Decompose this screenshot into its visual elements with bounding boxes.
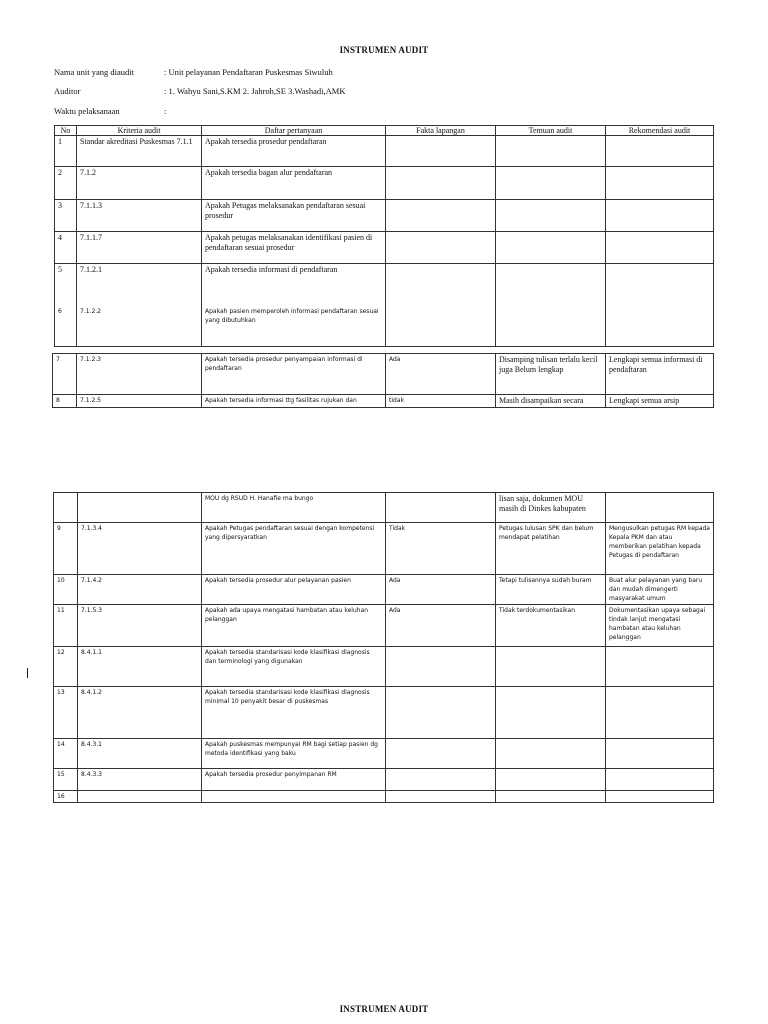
cell-temuan xyxy=(496,167,606,200)
cell-temuan: Tetapi tulisannya sudah buram xyxy=(496,575,606,605)
cell-pertanyaan: Apakah Petugas melaksanakan pendaftaran sesuai prosedur xyxy=(202,200,386,232)
table-row xyxy=(55,136,714,167)
cell-rekomendasi xyxy=(606,232,714,264)
cell-temuan xyxy=(496,791,606,803)
cell-temuan xyxy=(496,687,606,739)
cell-no: 2 xyxy=(55,167,77,200)
meta-value: : 1. Wahyu Sani,S.KM 2. Jahroh,SE 3.Washadi,AMK xyxy=(164,86,346,96)
meta-label: Auditor xyxy=(54,86,81,96)
cell-no: 15 xyxy=(54,769,78,791)
table-row xyxy=(54,605,714,647)
cell-no xyxy=(54,493,78,523)
cell-kriteria: 8.4.1.1 xyxy=(78,647,202,687)
header-pertanyaan: Daftar pertanyaan xyxy=(202,126,386,136)
page-title: INSTRUMEN AUDIT xyxy=(339,45,429,55)
cell-no-6: 6 xyxy=(58,308,62,315)
cell-temuan xyxy=(496,264,606,347)
table-row xyxy=(55,200,714,232)
cell-temuan xyxy=(496,232,606,264)
header-no: No xyxy=(55,126,77,136)
cell-rekomendasi: Dokumentasikan upaya sebagai tindak lanjut mengatasi hambatan atau keluhan pelanggan xyxy=(606,605,714,647)
cell-pertanyaan: Apakah tersedia informasi ttg fasilitas rujukan dan xyxy=(202,395,386,408)
meta-value: : xyxy=(164,106,167,116)
meta-value: : Unit pelayanan Pendaftaran Puskesmas Siwuluh xyxy=(164,67,333,77)
table-row xyxy=(54,523,714,575)
cell-rekomendasi: Mengusulkan petugas RM kepada Kepala PKM dan atau memberikan pelatihan kepada Petugas di pendaftaran xyxy=(606,523,714,575)
cell-pertanyaan: Apakah tersedia prosedur alur pelayanan pasien xyxy=(202,575,386,605)
cell-temuan: Disamping tulisan terlalu kecil juga Belum lengkap xyxy=(496,354,606,395)
cell-rekomendasi xyxy=(606,200,714,232)
cell-pertanyaan-5: Apakah tersedia informasi di pendaftaran xyxy=(205,265,338,274)
cell-rekomendasi xyxy=(606,136,714,167)
audit-table-3 xyxy=(53,492,714,803)
cell-fakta xyxy=(386,264,496,347)
cell-no: 9 xyxy=(54,523,78,575)
cell-pertanyaan: Apakah tersedia prosedur penyimpanan RM xyxy=(202,769,386,791)
cell-pertanyaan: Apakah puskesmas mempunyai RM bagi setiap pasien dg metoda identifikasi yang baku xyxy=(202,739,386,769)
cell-kriteria: 7.1.1.3 xyxy=(77,200,202,232)
cell-temuan xyxy=(496,200,606,232)
cell-kriteria: 8.4.3.1 xyxy=(78,739,202,769)
table-row xyxy=(53,354,714,395)
cell-rekomendasi: Buat alur pelayanan yang baru dan mudah dimengerti masyarakat umum xyxy=(606,575,714,605)
cell-kriteria: 7.1.1.7 xyxy=(77,232,202,264)
cell-pertanyaan xyxy=(202,791,386,803)
text-cursor xyxy=(27,668,28,678)
cell-kriteria: 7.1.2 xyxy=(77,167,202,200)
cell-rekomendasi xyxy=(606,739,714,769)
cell-no: 8 xyxy=(53,395,77,408)
cell-pertanyaan: Apakah Petugas pendaftaran sesuai dengan kompetensi yang dipersyaratkan xyxy=(202,523,386,575)
cell-fakta xyxy=(386,769,496,791)
cell-temuan: Masih disampaikan secara xyxy=(496,395,606,408)
cell-kriteria: 7.1.4.2 xyxy=(78,575,202,605)
cell-rekomendasi xyxy=(606,769,714,791)
cell-temuan xyxy=(496,769,606,791)
cell-pertanyaan: MOU dg RSUD H. Hanafie ma bungo xyxy=(202,493,386,523)
cell-kriteria: 8.4.3.3 xyxy=(78,769,202,791)
cell-temuan xyxy=(496,739,606,769)
cell-pertanyaan: Apakah tersedia standarisasi kode klasifikasi diagnosis dan terminologi yang digunakan xyxy=(202,647,386,687)
table-row xyxy=(54,739,714,769)
cell-no: 12 xyxy=(54,647,78,687)
cell-rekomendasi: Lengkapi semua informasi di pendaftaran xyxy=(606,354,714,395)
cell-rekomendasi: Lengkapi semua arsip xyxy=(606,395,714,408)
cell-fakta xyxy=(386,232,496,264)
cell-fakta xyxy=(386,167,496,200)
table-row xyxy=(54,493,714,523)
cell-kriteria-5: 7.1.2.1 xyxy=(80,265,102,274)
table-row xyxy=(54,769,714,791)
cell-no: 7 xyxy=(53,354,77,395)
cell-kriteria: 8.4.1.2 xyxy=(78,687,202,739)
header-fakta: Fakta lapangan xyxy=(386,126,496,136)
cell-fakta xyxy=(386,493,496,523)
cell-fakta xyxy=(386,791,496,803)
header-temuan: Temuan audit xyxy=(496,126,606,136)
table-row xyxy=(54,647,714,687)
cell-fakta xyxy=(386,200,496,232)
table-row xyxy=(55,167,714,200)
cell-kriteria-6: 7.1.2.2 xyxy=(80,308,101,315)
cell-kriteria xyxy=(78,493,202,523)
cell-pertanyaan: Apakah petugas melaksanakan identifikasi pasien di pendaftaran sesuai prosedur xyxy=(202,232,386,264)
audit-table-2 xyxy=(52,353,714,408)
cell-pertanyaan: Apakah tersedia prosedur pendaftaran xyxy=(202,136,386,167)
cell-pertanyaan: Apakah ada upaya mengatasi hambatan atau keluhan pelanggan xyxy=(202,605,386,647)
cell-kriteria: 7.1.5.3 xyxy=(78,605,202,647)
cell-pertanyaan: Apakah tersedia prosedur penyampaian informasi di pendaftaran xyxy=(202,354,386,395)
cell-fakta xyxy=(386,687,496,739)
cell-kriteria: Standar akreditasi Puskesmas 7.1.1 xyxy=(77,136,202,167)
table-row xyxy=(53,395,714,408)
cell-fakta: Ada xyxy=(386,354,496,395)
cell-temuan xyxy=(496,136,606,167)
cell-no: 10 xyxy=(54,575,78,605)
cell-no: 11 xyxy=(54,605,78,647)
meta-label: Waktu pelaksanaan xyxy=(54,106,120,116)
cell-rekomendasi xyxy=(606,264,714,347)
cell-rekomendasi xyxy=(606,687,714,739)
cell-no: 14 xyxy=(54,739,78,769)
cell-no-5: 5 xyxy=(58,265,62,274)
cell-fakta: tidak xyxy=(386,395,496,408)
header-kriteria: Kriteria audit xyxy=(77,126,202,136)
cell-fakta: Tidak xyxy=(386,523,496,575)
cell-fakta xyxy=(386,136,496,167)
cell-temuan: Tidak terdokumentasikan xyxy=(496,605,606,647)
cell-no xyxy=(55,264,77,347)
cell-temuan: Petugas lulusan SPK dan belum mendapat pelatihan xyxy=(496,523,606,575)
cell-kriteria: 7.1.3.4 xyxy=(78,523,202,575)
table-row xyxy=(54,575,714,605)
cell-pertanyaan xyxy=(202,264,386,347)
cell-fakta xyxy=(386,647,496,687)
cell-no: 13 xyxy=(54,687,78,739)
cell-pertanyaan: Apakah tersedia standarisasi kode klasifikasi diagnosis minimal 10 penyakit besar di puskesmas xyxy=(202,687,386,739)
cell-kriteria xyxy=(78,791,202,803)
cell-temuan: lisan saja, dokumen MOU masih di Dinkes kabupaten xyxy=(496,493,606,523)
cell-rekomendasi xyxy=(606,493,714,523)
table-row xyxy=(54,791,714,803)
cell-rekomendasi xyxy=(606,791,714,803)
table-header-row xyxy=(55,126,714,136)
cell-no: 4 xyxy=(55,232,77,264)
meta-label: Nama unit yang diaudit xyxy=(54,67,135,77)
cell-kriteria: 7.1.2.3 xyxy=(77,354,202,395)
table-row xyxy=(54,687,714,739)
cell-fakta: Ada xyxy=(386,575,496,605)
table-row xyxy=(55,264,714,347)
cell-kriteria xyxy=(77,264,202,347)
audit-table-1 xyxy=(54,125,714,347)
cell-no: 16 xyxy=(54,791,78,803)
cell-pertanyaan: Apakah tersedia bagan alur pendaftaran xyxy=(202,167,386,200)
cell-pertanyaan-6: Apakah pasien memperoleh informasi pendaftaran sesuai yang dibutuhkan xyxy=(205,308,379,324)
cell-no: 1 xyxy=(55,136,77,167)
cell-rekomendasi xyxy=(606,647,714,687)
cell-kriteria: 7.1.2.5 xyxy=(77,395,202,408)
cell-temuan xyxy=(496,647,606,687)
cell-no: 3 xyxy=(55,200,77,232)
cell-rekomendasi xyxy=(606,167,714,200)
table-row xyxy=(55,232,714,264)
cell-fakta xyxy=(386,739,496,769)
header-rekomendasi: Rekomendasi audit xyxy=(606,126,714,136)
cell-fakta: Ada xyxy=(386,605,496,647)
footer-title: INSTRUMEN AUDIT xyxy=(339,1004,429,1014)
